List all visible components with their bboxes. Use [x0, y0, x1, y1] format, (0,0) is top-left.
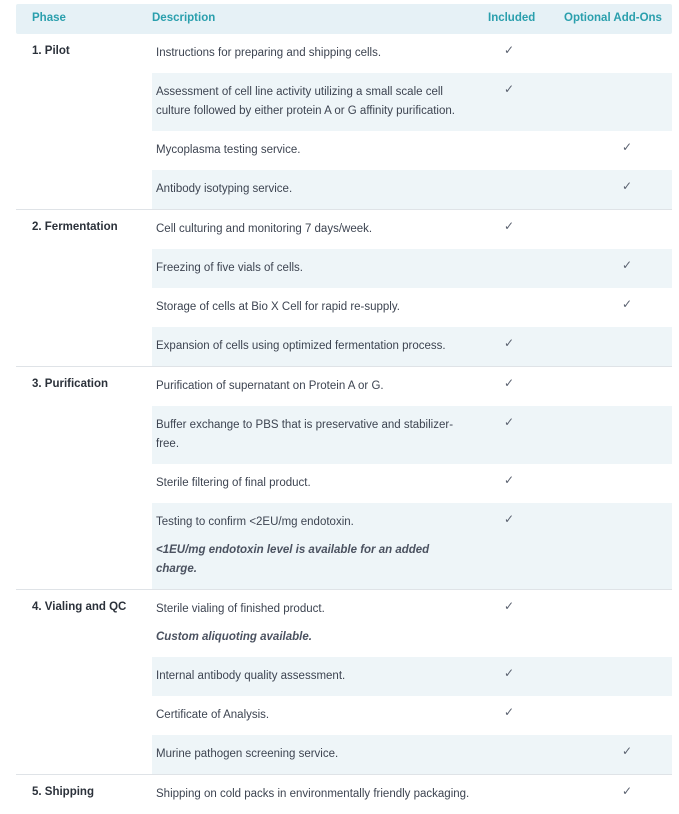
description-text: Mycoplasma testing service.: [156, 144, 301, 156]
description-cell: [152, 34, 472, 73]
phase-cell: [16, 590, 152, 774]
description-cell: [152, 73, 472, 131]
description-text: Expansion of cells using optimized fermentation process.: [156, 340, 446, 352]
included-cell: [472, 590, 594, 657]
phase-cell: [16, 210, 152, 366]
checkmark-icon: ✓: [504, 82, 515, 96]
description-cell: [152, 170, 472, 209]
included-cell: [472, 367, 594, 406]
description-text: Antibody isotyping service.: [156, 183, 293, 195]
description-text: Buffer exchange to PBS that is preservative and stabilizer-: [156, 419, 454, 431]
description-text: free.: [156, 438, 180, 450]
description-cell: [152, 367, 472, 406]
included-cell: [472, 34, 594, 73]
included-cell: [472, 170, 594, 209]
checkmark-icon: ✓: [504, 376, 515, 390]
phase-label: 5. Shipping: [32, 786, 94, 798]
description-text: Purification of supernatant on Protein A or G.: [156, 380, 384, 392]
included-cell: [472, 210, 594, 249]
included-cell: [472, 696, 594, 735]
description-cell: [152, 503, 472, 589]
optional-add-on-cell: [594, 696, 672, 735]
optional-add-on-cell: [594, 464, 672, 503]
description-text: Sterile vialing of finished product.: [156, 603, 325, 615]
checkmark-icon: ✓: [504, 599, 515, 613]
optional-add-on-cell: [594, 288, 672, 327]
checkmark-icon: ✓: [622, 179, 633, 193]
column-header-description: Description: [152, 12, 216, 24]
phase-group: [16, 775, 672, 814]
included-cell: [472, 73, 594, 131]
description-text: Assessment of cell line activity utilizing a small scale cell: [156, 86, 443, 98]
optional-add-on-cell: [594, 406, 672, 464]
description-text: Instructions for preparing and shipping cells.: [156, 47, 382, 59]
phase-group: [16, 367, 672, 590]
phase-label: 4. Vialing and QC: [32, 601, 127, 613]
checkmark-icon: ✓: [622, 297, 633, 311]
description-text: Testing to confirm <2EU/mg endotoxin.: [156, 516, 354, 528]
optional-add-on-cell: [594, 210, 672, 249]
phase-label: 3. Purification: [32, 378, 109, 390]
table-row: [152, 657, 672, 696]
table-row: [152, 249, 672, 288]
description-text: Sterile filtering of final product.: [156, 477, 311, 489]
table-header: [16, 4, 672, 34]
phase-group: [16, 34, 672, 210]
checkmark-icon: ✓: [504, 705, 515, 719]
phase-cell: [16, 34, 152, 209]
description-text: Storage of cells at Bio X Cell for rapid re-supply.: [156, 301, 400, 313]
phase-group: [16, 210, 672, 367]
phase-label: 1. Pilot: [32, 45, 70, 57]
description-text: Cell culturing and monitoring 7 days/week.: [156, 223, 373, 235]
table-row: [152, 170, 672, 209]
included-cell: [472, 775, 594, 814]
included-cell: [472, 249, 594, 288]
table-row: [152, 131, 672, 170]
column-header-included: Included: [488, 12, 536, 24]
checkmark-icon: ✓: [622, 784, 633, 798]
description-text: culture followed by either protein A or G affinity purification.: [156, 105, 455, 117]
checkmark-icon: ✓: [504, 512, 515, 526]
checkmark-icon: ✓: [622, 140, 633, 154]
description-cell: [152, 464, 472, 503]
phase-cell: [16, 775, 152, 814]
description-cell: [152, 210, 472, 249]
checkmark-icon: ✓: [504, 43, 515, 57]
optional-add-on-cell: [594, 34, 672, 73]
table-row: [152, 327, 672, 366]
description-cell: [152, 406, 472, 464]
description-text: Certificate of Analysis.: [156, 709, 270, 721]
checkmark-icon: ✓: [504, 336, 515, 350]
table-row: [152, 288, 672, 327]
phase-group: [16, 590, 672, 775]
description-note: Custom aliquoting available.: [156, 631, 312, 643]
table-row: [152, 406, 672, 464]
optional-add-on-cell: [594, 503, 672, 589]
table-body: [16, 34, 672, 814]
table-row: [152, 210, 672, 249]
table-row: [152, 503, 672, 589]
description-cell: [152, 696, 472, 735]
column-header-optional-add-ons: Optional Add-Ons: [564, 12, 662, 24]
description-text: Internal antibody quality assessment.: [156, 670, 346, 682]
table-row: [152, 367, 672, 406]
checkmark-icon: ✓: [504, 415, 515, 429]
description-text: Shipping on cold packs in environmentally friendly packaging.: [156, 788, 470, 800]
included-cell: [472, 657, 594, 696]
included-cell: [472, 131, 594, 170]
included-cell: [472, 288, 594, 327]
optional-add-on-cell: [594, 327, 672, 366]
description-cell: [152, 288, 472, 327]
table-row: [152, 464, 672, 503]
included-cell: [472, 503, 594, 589]
description-cell: [152, 590, 472, 657]
checkmark-icon: ✓: [622, 744, 633, 758]
description-note: <1EU/mg endotoxin level is available for an added charge.: [156, 544, 430, 575]
optional-add-on-cell: [594, 131, 672, 170]
optional-add-on-cell: [594, 657, 672, 696]
description-cell: [152, 131, 472, 170]
table-row: [152, 34, 672, 73]
table-row: [152, 590, 672, 657]
optional-add-on-cell: [594, 170, 672, 209]
included-cell: [472, 327, 594, 366]
checkmark-icon: ✓: [504, 219, 515, 233]
optional-add-on-cell: [594, 249, 672, 288]
checkmark-icon: ✓: [504, 473, 515, 487]
optional-add-on-cell: [594, 590, 672, 657]
included-cell: [472, 406, 594, 464]
table-row: [152, 696, 672, 735]
table-row: [152, 73, 672, 131]
description-text: Murine pathogen screening service.: [156, 748, 339, 760]
description-cell: [152, 249, 472, 288]
column-header-phase: Phase: [32, 12, 66, 24]
description-cell: [152, 657, 472, 696]
included-cell: [472, 464, 594, 503]
services-table: [16, 4, 672, 814]
description-text: Freezing of five vials of cells.: [156, 262, 304, 274]
checkmark-icon: ✓: [622, 258, 633, 272]
optional-add-on-cell: [594, 775, 672, 814]
phase-label: 2. Fermentation: [32, 221, 118, 233]
table-row: [152, 775, 672, 814]
optional-add-on-cell: [594, 367, 672, 406]
description-cell: [152, 775, 472, 814]
description-cell: [152, 327, 472, 366]
optional-add-on-cell: [594, 73, 672, 131]
checkmark-icon: ✓: [504, 666, 515, 680]
phase-cell: [16, 367, 152, 589]
